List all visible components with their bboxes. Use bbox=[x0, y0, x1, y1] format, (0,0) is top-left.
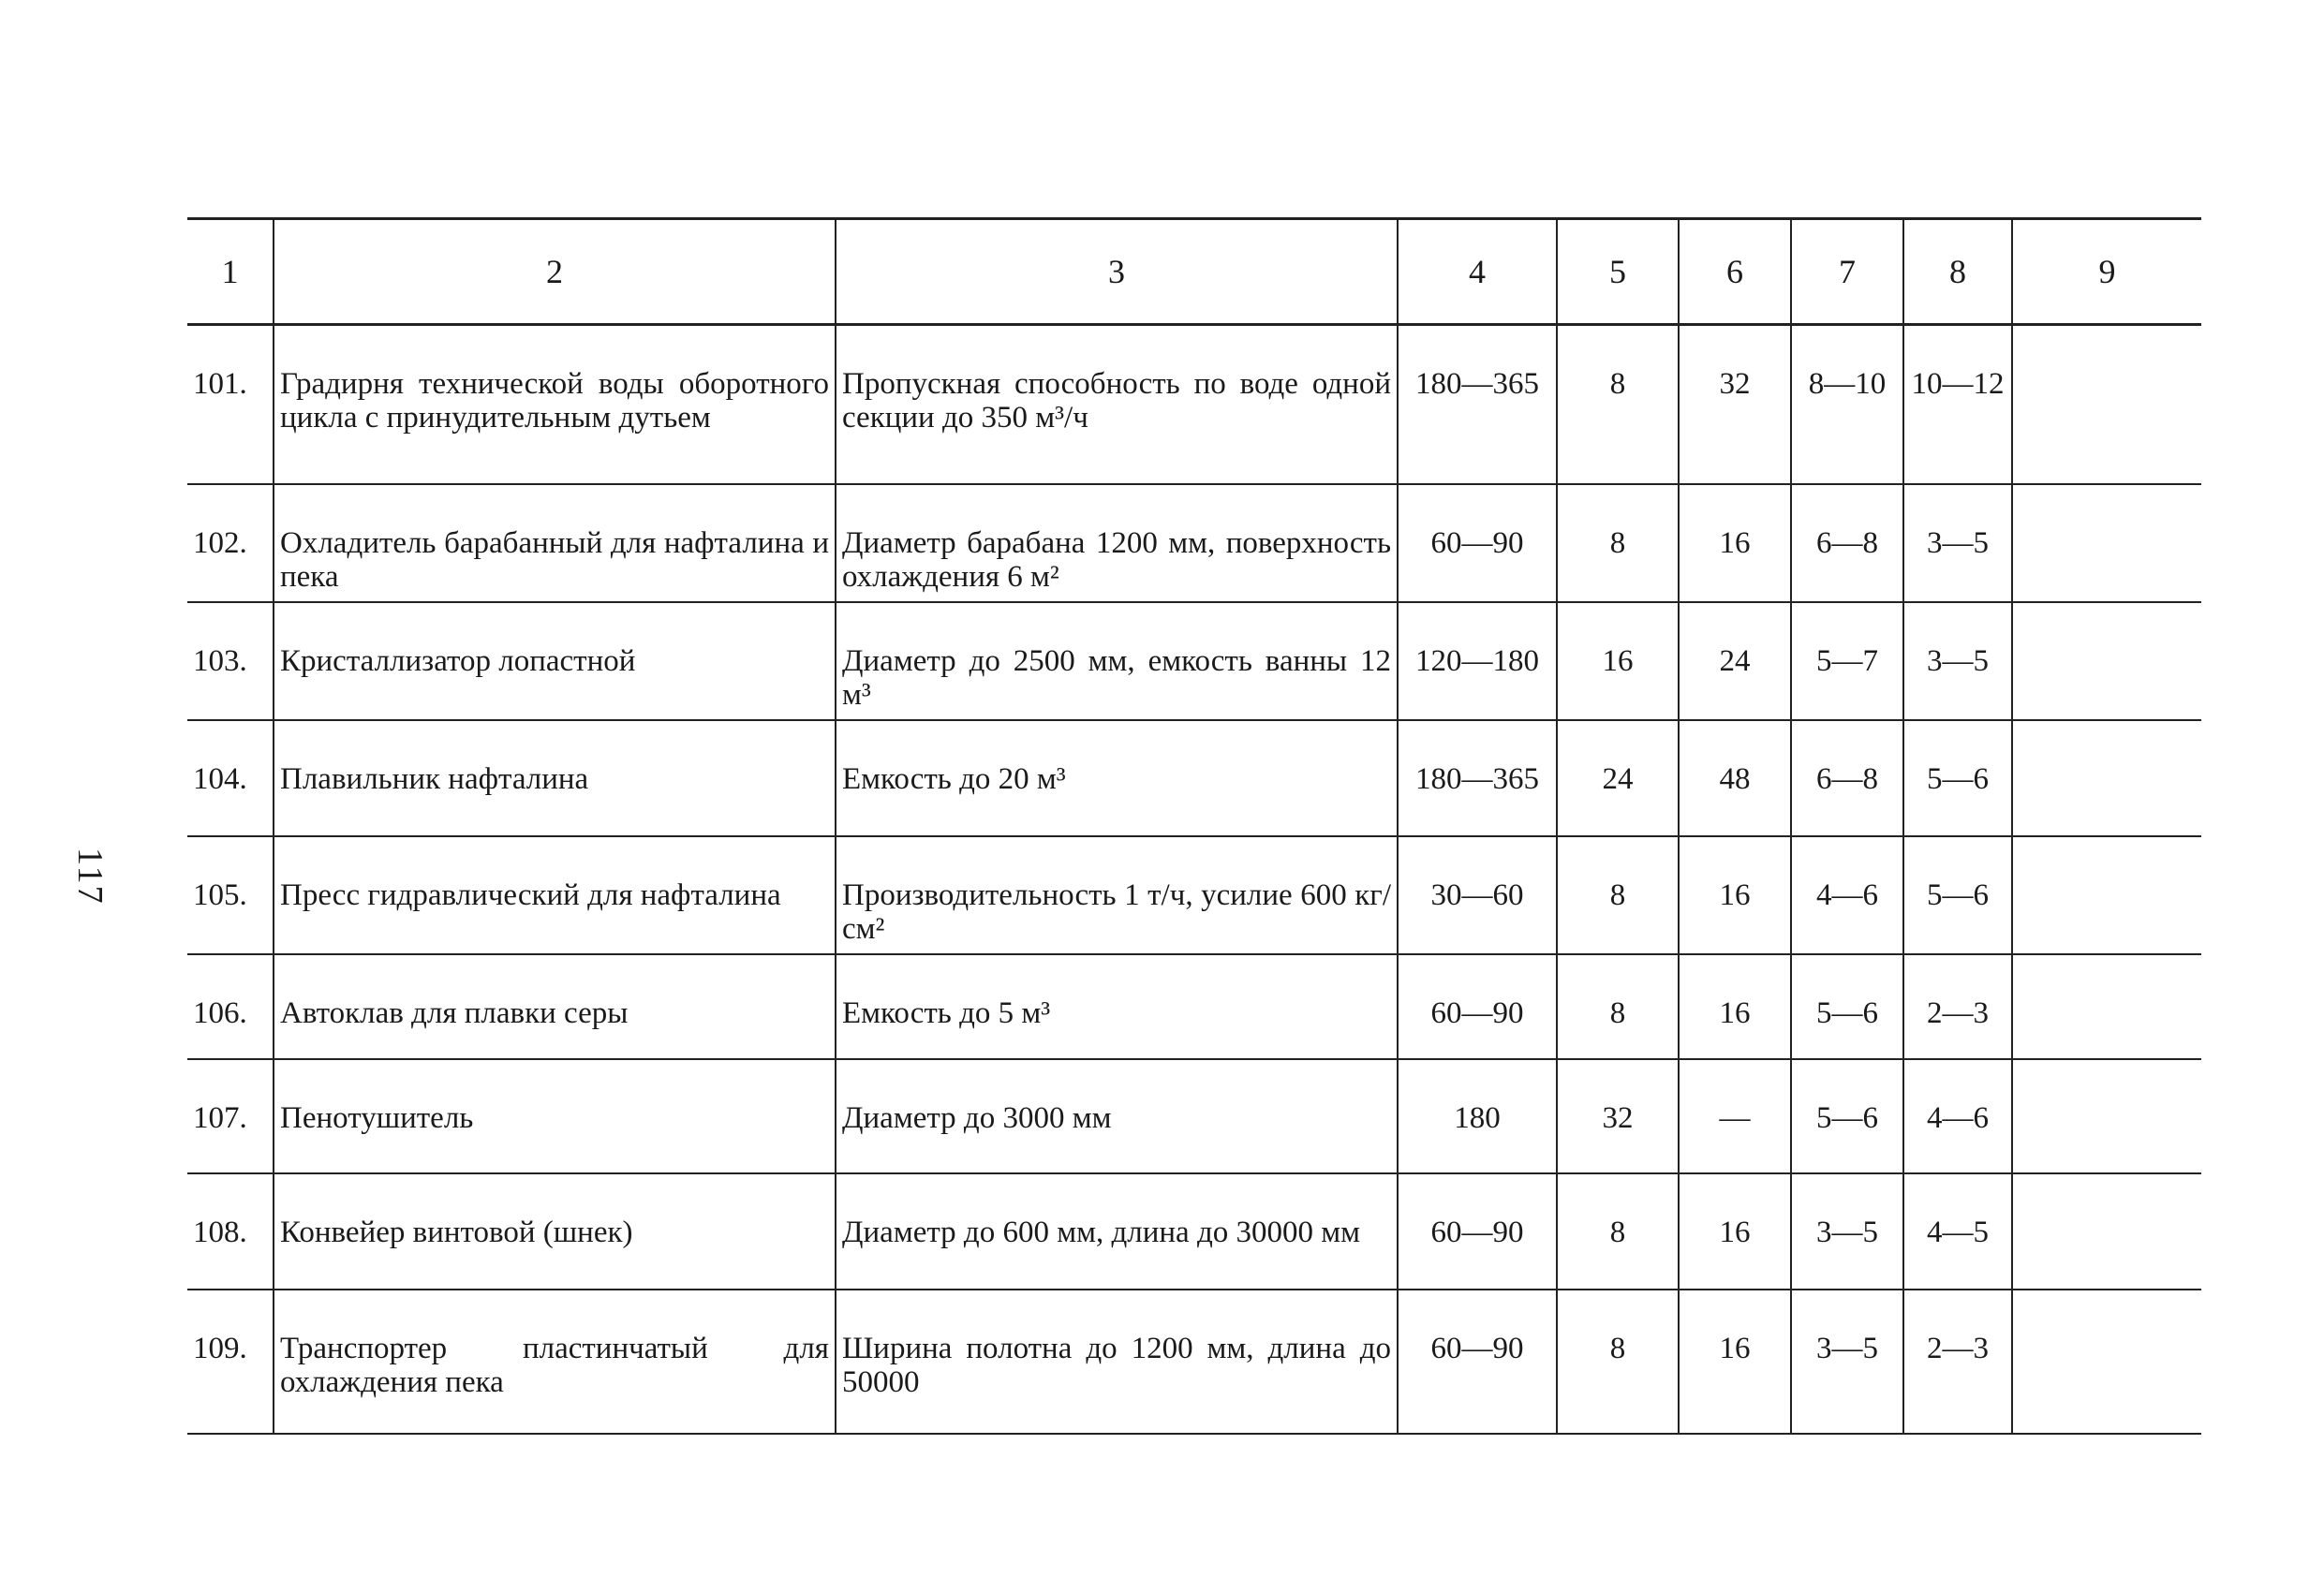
table-header bbox=[187, 219, 2201, 325]
table-body bbox=[187, 325, 2201, 1435]
column-header-8: 8 bbox=[1903, 219, 2012, 325]
row-number: 105. bbox=[187, 836, 274, 954]
table-row bbox=[187, 602, 2201, 720]
equipment-name: Плавильник нафталина bbox=[274, 720, 836, 836]
table-row bbox=[187, 836, 2201, 954]
column-header-4: 4 bbox=[1398, 219, 1557, 325]
value-col-7: 6—8 bbox=[1791, 720, 1903, 836]
column-header-2: 2 bbox=[274, 219, 836, 325]
equipment-spec: Диаметр до 3000 мм bbox=[836, 1059, 1398, 1173]
table-row bbox=[187, 720, 2201, 836]
value-col-4: 60—90 bbox=[1398, 1173, 1557, 1290]
value-col-6: 16 bbox=[1679, 1290, 1791, 1434]
value-col-9 bbox=[2012, 954, 2201, 1059]
table-row bbox=[187, 1059, 2201, 1173]
row-number: 103. bbox=[187, 602, 274, 720]
value-col-4: 30—60 bbox=[1398, 836, 1557, 954]
equipment-name: Пенотушитель bbox=[274, 1059, 836, 1173]
value-col-6: 32 bbox=[1679, 325, 1791, 485]
column-header-6: 6 bbox=[1679, 219, 1791, 325]
column-header-3: 3 bbox=[836, 219, 1398, 325]
equipment-spec: Производительность 1 т/ч, усилие 600 кг/см² bbox=[836, 836, 1398, 954]
value-col-7: 3—5 bbox=[1791, 1290, 1903, 1434]
value-col-5: 8 bbox=[1557, 1290, 1679, 1434]
equipment-name: Кристаллизатор лопастной bbox=[274, 602, 836, 720]
value-col-4: 120—180 bbox=[1398, 602, 1557, 720]
equipment-spec: Пропускная способность по воде одной секции до 350 м³/ч bbox=[836, 325, 1398, 485]
value-col-4: 60—90 bbox=[1398, 1290, 1557, 1434]
page-number: 117 bbox=[70, 848, 110, 906]
value-col-5: 8 bbox=[1557, 1173, 1679, 1290]
value-col-5: 24 bbox=[1557, 720, 1679, 836]
equipment-name: Пресс гидравлический для нафталина bbox=[274, 836, 836, 954]
column-header-5: 5 bbox=[1557, 219, 1679, 325]
value-col-8: 3—5 bbox=[1903, 484, 2012, 602]
row-number: 108. bbox=[187, 1173, 274, 1290]
row-number: 107. bbox=[187, 1059, 274, 1173]
value-col-5: 8 bbox=[1557, 836, 1679, 954]
value-col-6: — bbox=[1679, 1059, 1791, 1173]
equipment-spec: Емкость до 20 м³ bbox=[836, 720, 1398, 836]
equipment-spec: Диаметр до 600 мм, длина до 30000 мм bbox=[836, 1173, 1398, 1290]
value-col-4: 180—365 bbox=[1398, 720, 1557, 836]
value-col-8: 3—5 bbox=[1903, 602, 2012, 720]
column-header-1: 1 bbox=[187, 219, 274, 325]
value-col-6: 16 bbox=[1679, 484, 1791, 602]
table-row bbox=[187, 484, 2201, 602]
row-number: 109. bbox=[187, 1290, 274, 1434]
value-col-7: 5—6 bbox=[1791, 954, 1903, 1059]
equipment-name: Автоклав для плавки серы bbox=[274, 954, 836, 1059]
table-row bbox=[187, 954, 2201, 1059]
value-col-6: 16 bbox=[1679, 836, 1791, 954]
value-col-7: 5—7 bbox=[1791, 602, 1903, 720]
value-col-7: 5—6 bbox=[1791, 1059, 1903, 1173]
value-col-5: 16 bbox=[1557, 602, 1679, 720]
value-col-8: 2—3 bbox=[1903, 954, 2012, 1059]
equipment-spec: Емкость до 5 м³ bbox=[836, 954, 1398, 1059]
value-col-4: 180 bbox=[1398, 1059, 1557, 1173]
value-col-9 bbox=[2012, 1290, 2201, 1434]
table-row bbox=[187, 1290, 2201, 1434]
value-col-6: 16 bbox=[1679, 954, 1791, 1059]
equipment-spec: Ширина полотна до 1200 мм, длина до 50000 bbox=[836, 1290, 1398, 1434]
row-number: 104. bbox=[187, 720, 274, 836]
table-row bbox=[187, 1173, 2201, 1290]
table-row bbox=[187, 325, 2201, 485]
value-col-9 bbox=[2012, 1173, 2201, 1290]
value-col-6: 24 bbox=[1679, 602, 1791, 720]
equipment-name: Конвейер винтовой (шнек) bbox=[274, 1173, 836, 1290]
value-col-8: 2—3 bbox=[1903, 1290, 2012, 1434]
equipment-name: Градирня технической воды оборотного цикла с принудительным дутьем bbox=[274, 325, 836, 485]
equipment-table bbox=[187, 217, 2201, 1435]
value-col-8: 5—6 bbox=[1903, 720, 2012, 836]
equipment-spec: Диаметр до 2500 мм, емкость ванны 12 м³ bbox=[836, 602, 1398, 720]
value-col-9 bbox=[2012, 720, 2201, 836]
value-col-9 bbox=[2012, 484, 2201, 602]
equipment-name: Охладитель барабанный для нафталина и пека bbox=[274, 484, 836, 602]
value-col-8: 4—6 bbox=[1903, 1059, 2012, 1173]
row-number: 101. bbox=[187, 325, 274, 485]
value-col-5: 8 bbox=[1557, 484, 1679, 602]
column-header-7: 7 bbox=[1791, 219, 1903, 325]
value-col-7: 8—10 bbox=[1791, 325, 1903, 485]
row-number: 106. bbox=[187, 954, 274, 1059]
value-col-4: 60—90 bbox=[1398, 484, 1557, 602]
value-col-7: 4—6 bbox=[1791, 836, 1903, 954]
equipment-spec: Диаметр барабана 1200 мм, поверхность охлаждения 6 м² bbox=[836, 484, 1398, 602]
row-number: 102. bbox=[187, 484, 274, 602]
value-col-5: 32 bbox=[1557, 1059, 1679, 1173]
value-col-5: 8 bbox=[1557, 954, 1679, 1059]
value-col-8: 5—6 bbox=[1903, 836, 2012, 954]
value-col-9 bbox=[2012, 602, 2201, 720]
value-col-9 bbox=[2012, 1059, 2201, 1173]
value-col-7: 3—5 bbox=[1791, 1173, 1903, 1290]
value-col-9 bbox=[2012, 325, 2201, 485]
header-row bbox=[187, 219, 2201, 325]
value-col-7: 6—8 bbox=[1791, 484, 1903, 602]
value-col-6: 16 bbox=[1679, 1173, 1791, 1290]
equipment-name: Транспортер пластинчатый для охлаждения пека bbox=[274, 1290, 836, 1434]
value-col-6: 48 bbox=[1679, 720, 1791, 836]
value-col-8: 10—12 bbox=[1903, 325, 2012, 485]
column-header-9: 9 bbox=[2012, 219, 2201, 325]
value-col-8: 4—5 bbox=[1903, 1173, 2012, 1290]
value-col-5: 8 bbox=[1557, 325, 1679, 485]
value-col-9 bbox=[2012, 836, 2201, 954]
value-col-4: 180—365 bbox=[1398, 325, 1557, 485]
value-col-4: 60—90 bbox=[1398, 954, 1557, 1059]
